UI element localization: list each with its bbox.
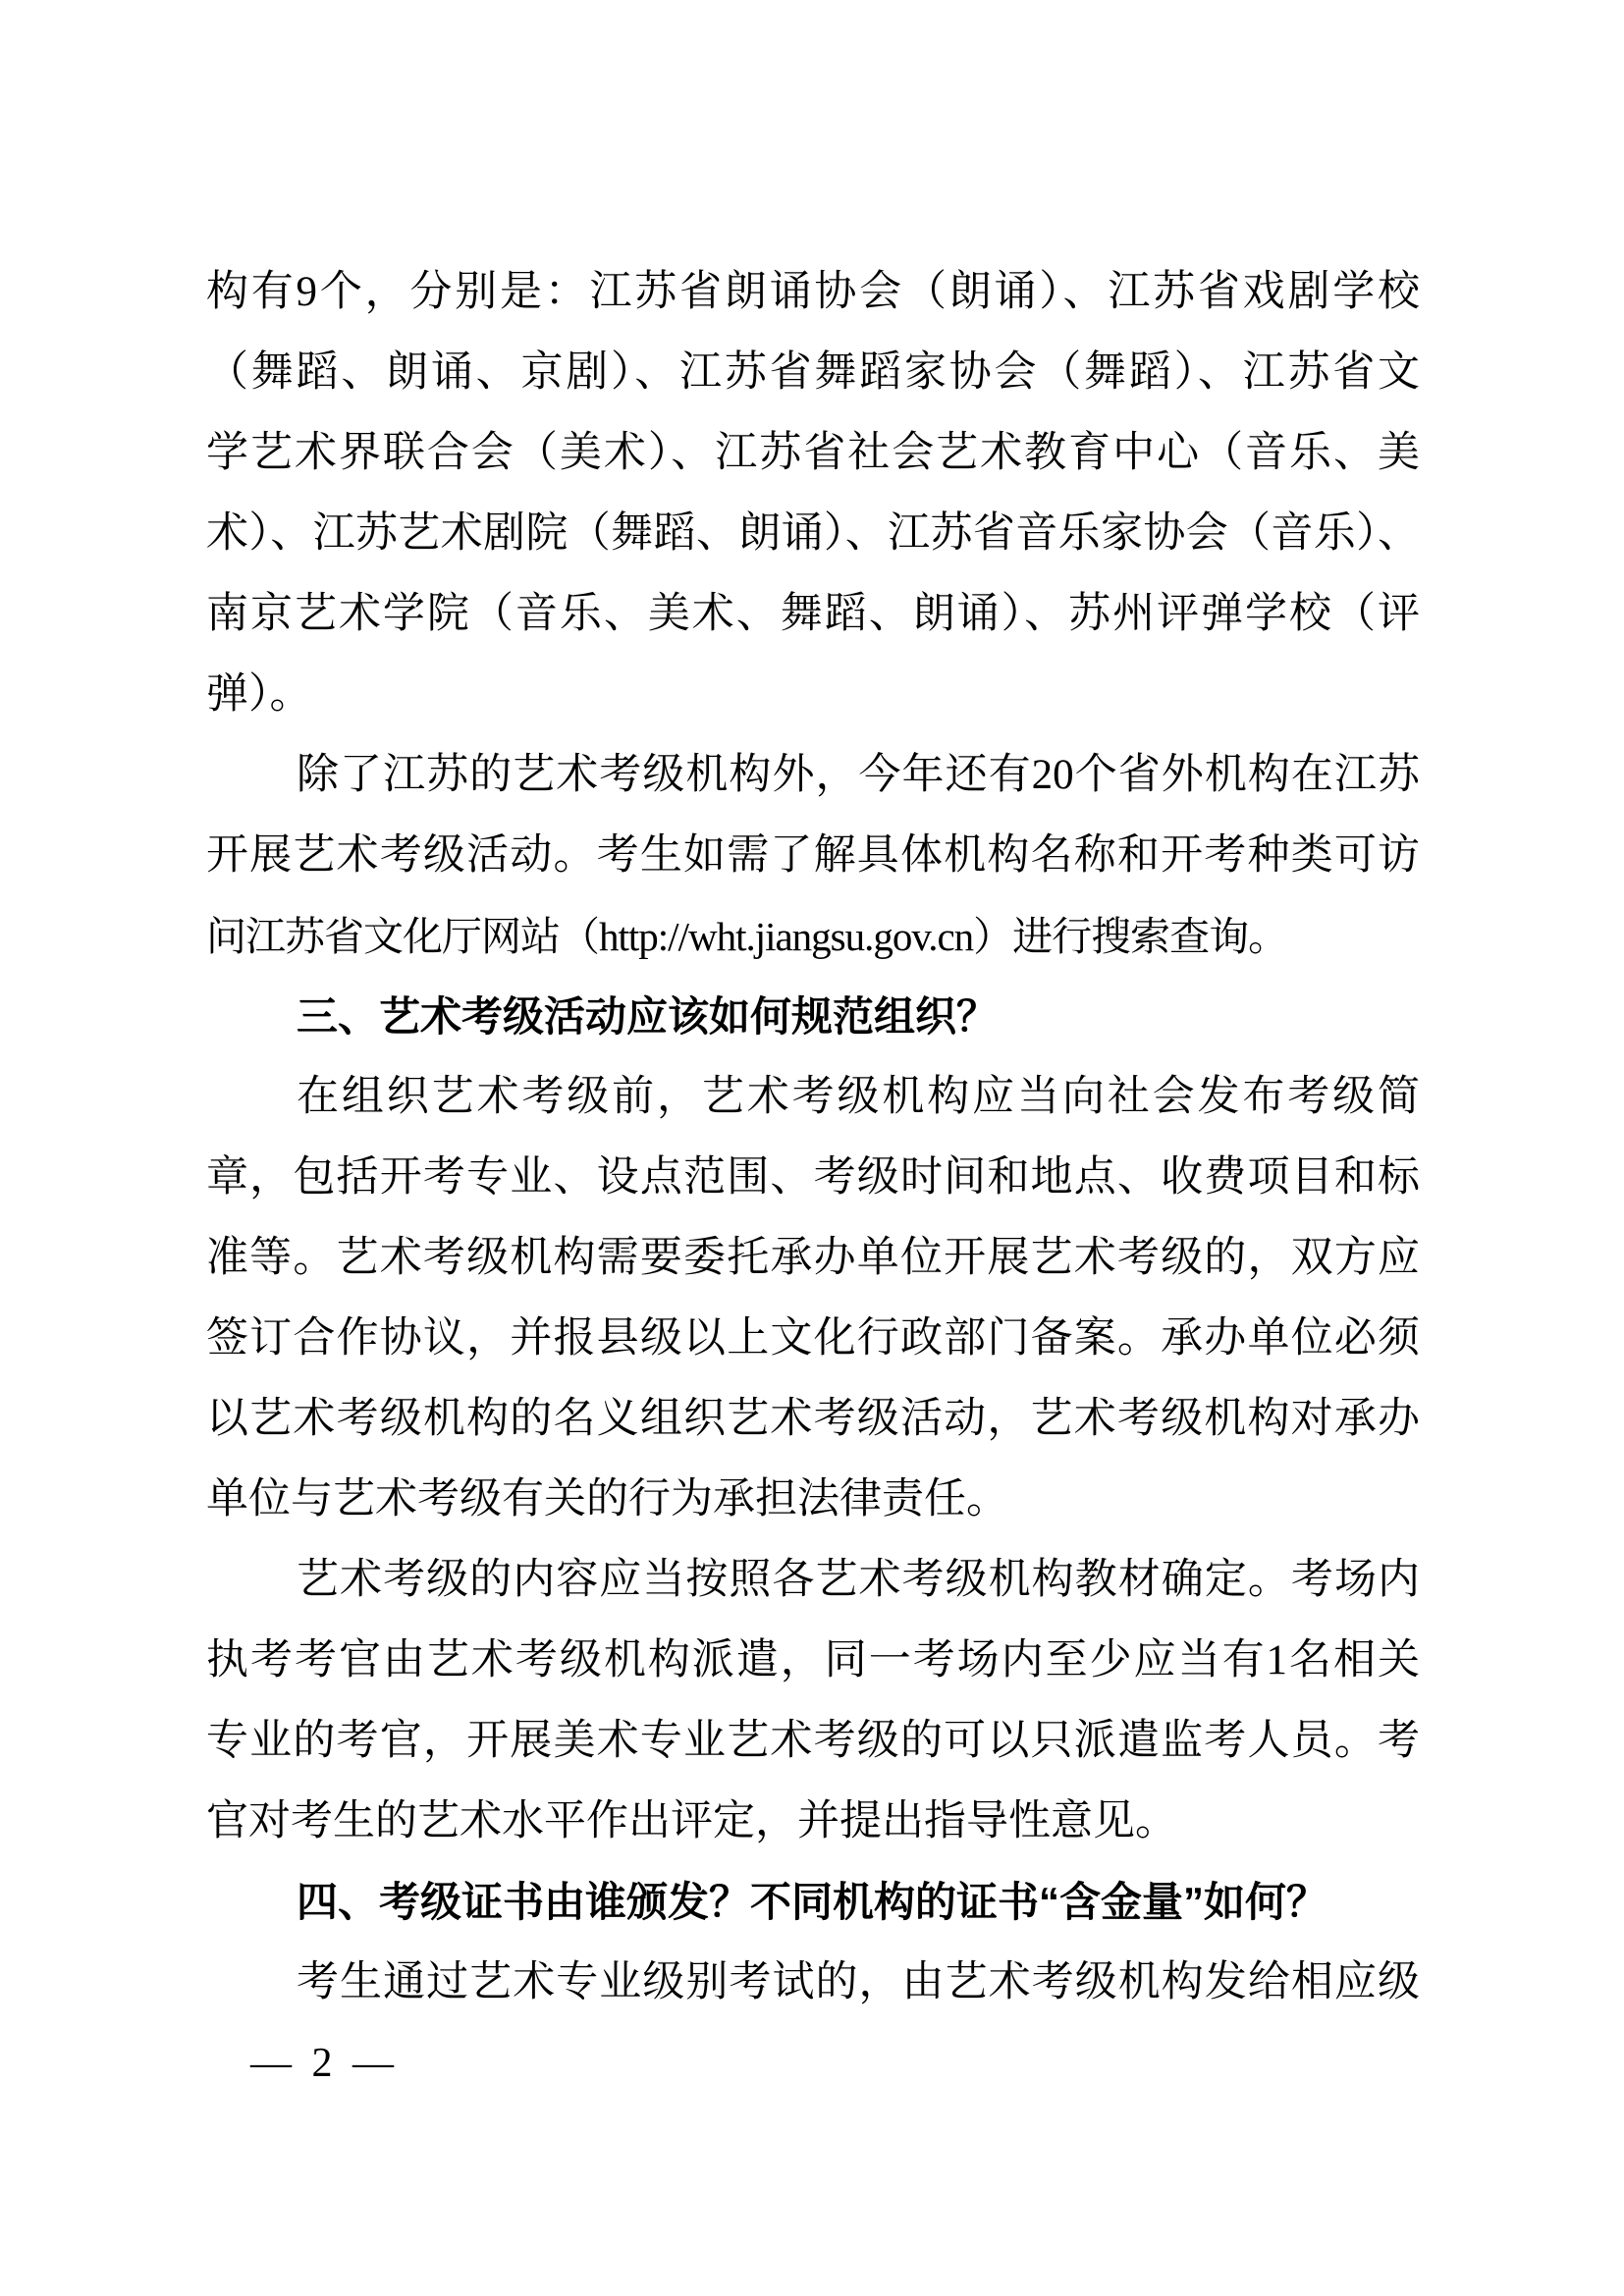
text-line: 执考考官由艺术考级机构派遣，同一考场内至少应当有1名相关 — [206, 1637, 1420, 1683]
text-line: 官对考生的艺术水平作出评定，并提出指导性意见。 — [206, 1798, 1177, 1844]
text-line: 术）、江苏艺术剧院（舞蹈、朗诵）、江苏省音乐家协会（音乐）、 — [206, 510, 1420, 557]
text-line: 学艺术界联合会（美术）、江苏省社会艺术教育中心（音乐、美 — [206, 430, 1420, 476]
text-line: 弹）。 — [206, 671, 312, 718]
text-line: 艺术考级的内容应当按照各艺术考级机构教材确定。考场内 — [297, 1557, 1420, 1603]
text-line: 在组织艺术考级前，艺术考级机构应当向社会发布考级简 — [297, 1074, 1420, 1120]
text-line: （舞蹈、朗诵、京剧）、江苏省舞蹈家协会（舞蹈）、江苏省文 — [206, 349, 1420, 396]
text-line: 专业的考官，开展美术专业艺术考级的可以只派遣监考人员。考 — [206, 1718, 1420, 1764]
text-line: 开展艺术考级活动。考生如需了解具体机构名称和开考种类可访 — [206, 832, 1420, 879]
text-line: 除了江苏的艺术考级机构外，今年还有20个省外机构在江苏 — [297, 752, 1420, 798]
page-number: — 2 — — [250, 2041, 399, 2086]
section-heading-3: 三、艺术考级活动应该如何规范组织？ — [297, 993, 999, 1040]
text-line: 单位与艺术考级有关的行为承担法律责任。 — [206, 1476, 1008, 1522]
text-line-with-url: 问江苏省文化厅网站（http://wht.jiangsu.gov.cn）进行搜索查询。 — [206, 914, 1288, 959]
text-line: 准等。艺术考级机构需要委托承办单位开展艺术考级的，双方应 — [206, 1235, 1420, 1281]
text-line: 南京艺术学院（音乐、美术、舞蹈、朗诵）、苏州评弹学校（评 — [206, 591, 1420, 637]
text-line: 章，包括开考专业、设点范围、考级时间和地点、收费项目和标 — [206, 1154, 1420, 1201]
text-line: 考生通过艺术专业级别考试的，由艺术考级机构发给相应级 — [297, 1959, 1420, 2005]
text-line: 构有9个，分别是：江苏省朗诵协会（朗诵）、江苏省戏剧学校 — [206, 269, 1420, 315]
section-heading-4: 四、考级证书由谁颁发？不同机构的证书“含金量”如何？ — [297, 1879, 1328, 1925]
text-line: 以艺术考级机构的名义组织艺术考级活动，艺术考级机构对承办 — [206, 1396, 1420, 1442]
document-body — [206, 252, 1420, 2104]
page-footer — [250, 2023, 1420, 2104]
text-line: 签订合作协议，并报县级以上文化行政部门备案。承办单位必须 — [206, 1315, 1420, 1362]
